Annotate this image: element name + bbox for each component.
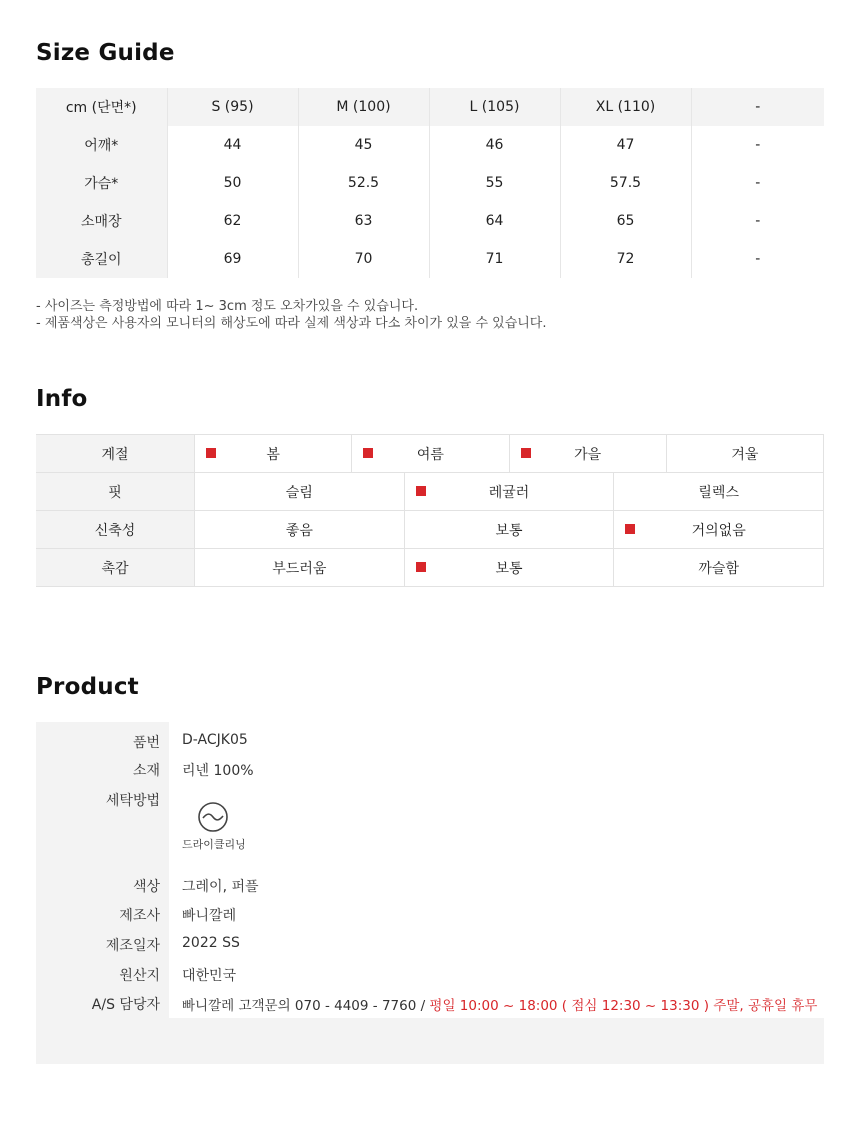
product-bottom-band [36,1018,824,1064]
info-table [36,434,824,587]
info-title: Info [36,386,88,412]
size-cell: 50 [167,164,298,202]
size-header-cell: M (100) [298,88,429,126]
info-option [509,435,666,472]
info-option [194,549,404,586]
option-label: 부드러움 [272,560,327,577]
size-header-cell: - [691,88,824,126]
info-label: 신축성 [36,511,194,548]
product-label: 제조일자 [105,938,160,954]
info-row-texture [36,549,824,587]
option-label: 가을 [574,446,602,463]
product-label: 제조사 [119,908,160,924]
size-cell: - [755,137,761,153]
size-notes [36,298,547,332]
option-label: 좋음 [285,522,313,539]
size-row-label: 어깨* [36,126,167,164]
info-row-season [36,435,824,473]
size-cell: 62 [167,202,298,240]
size-row-label: 소매장 [36,202,167,240]
info-option [194,511,404,548]
size-cell: 55 [429,164,560,202]
size-cell: - [755,175,761,191]
size-cell: 45 [298,126,429,164]
option-label: 거의없음 [691,522,746,539]
option-label: 여름 [416,446,444,463]
product-value: 2022 SS [182,935,240,951]
selected-marker [521,448,531,458]
info-option [351,435,508,472]
size-table-header [36,88,824,126]
size-cell: 63 [298,202,429,240]
size-cell: - [755,251,761,267]
size-guide-title: Size Guide [36,40,175,66]
size-note: - 제품색상은 사용자의 모니터의 해상도에 따라 실제 색상과 다소 차이가 있을 수 있습니다. [36,316,547,331]
care-label: 드라이클리닝 [182,838,246,851]
selected-marker [206,448,216,458]
info-label: 촉감 [36,549,194,586]
size-cell: 64 [429,202,560,240]
info-option [404,473,614,510]
info-option [613,549,823,586]
as-hours: 평일 10:00 ~ 18:00 ( 점심 12:30 ~ 13:30 ) 주말, 공휴일 휴무 [425,998,818,1014]
size-cell: 47 [560,126,691,164]
product-value [182,994,817,1014]
size-cell: 65 [560,202,691,240]
option-label: 까슬함 [698,560,739,577]
size-cell: 52.5 [298,164,429,202]
selected-marker [416,486,426,496]
info-option [613,511,823,548]
option-label: 슬림 [285,484,313,501]
product-value: 리넨 100% [182,763,254,779]
size-cell: 46 [429,126,560,164]
size-header-cell: S (95) [167,88,298,126]
size-header-cell: cm (단면*) [36,88,167,126]
info-option [194,435,351,472]
size-cell: 72 [560,240,691,278]
size-cell: 70 [298,240,429,278]
product-title: Product [36,674,139,700]
product-label: 소재 [132,763,160,779]
product-label: 세탁방법 [105,793,160,809]
product-value: 대한민국 [182,968,237,984]
info-label: 계절 [36,435,194,472]
size-note: - 사이즈는 측정방법에 따라 1~ 3cm 정도 오차가있을 수 있습니다. [36,299,419,314]
option-label: 보통 [495,522,523,539]
care-symbol [182,800,252,852]
table-row [36,126,824,164]
product-label: A/S 담당자 [91,997,160,1013]
info-option [666,435,823,472]
product-value: D-ACJK05 [182,732,248,748]
size-cell: 44 [167,126,298,164]
info-option [404,549,614,586]
product-label: 원산지 [119,968,160,984]
size-cell: - [755,213,761,229]
size-row-label: 총길이 [36,240,167,278]
info-option [404,511,614,548]
product-label: 색상 [132,879,160,895]
option-label: 겨울 [731,446,759,463]
option-label: 레귤러 [488,484,530,501]
info-label: 핏 [36,473,194,510]
info-option [194,473,404,510]
product-value: 그레이, 퍼플 [182,879,259,895]
selected-marker [416,562,426,572]
product-details [36,722,824,1064]
dry-clean-icon [196,800,230,834]
size-row-label: 가슴* [36,164,167,202]
table-row [36,202,824,240]
as-contact: 빠니깔레 고객문의 070 - 4409 - 7760 / [182,998,426,1014]
size-header-cell: L (105) [429,88,560,126]
info-option [613,473,823,510]
option-label: 릴렉스 [698,484,739,501]
size-table [36,88,824,278]
info-row-stretch [36,511,824,549]
product-value: 빠니깔레 [182,908,237,924]
size-cell: 69 [167,240,298,278]
option-label: 보통 [495,560,523,577]
product-label: 품번 [132,735,160,751]
info-row-fit [36,473,824,511]
table-row [36,240,824,278]
size-cell: 57.5 [560,164,691,202]
selected-marker [363,448,373,458]
option-label: 봄 [266,446,280,463]
size-cell: 71 [429,240,560,278]
selected-marker [625,524,635,534]
table-row [36,164,824,202]
size-header-cell: XL (110) [560,88,691,126]
